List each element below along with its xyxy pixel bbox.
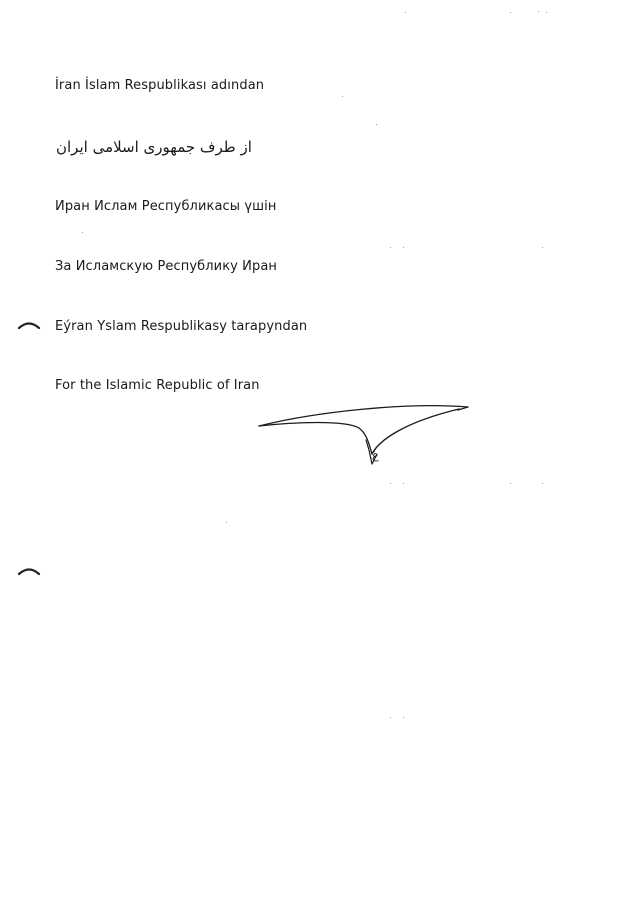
scan-speck	[390, 247, 391, 248]
scan-speck	[226, 522, 227, 523]
scan-speck	[538, 11, 539, 12]
line-persian: از طرف جمهوری اسلامی ایران	[56, 138, 252, 156]
line-turkish: İran İslam Respublikası adından	[55, 78, 265, 93]
punch-hole-mark-lower	[18, 566, 40, 576]
signature-initials: غ	[372, 449, 379, 462]
line-english: For the Islamic Republic of Iran	[55, 378, 260, 393]
scan-speck	[542, 247, 543, 248]
handwritten-signature	[255, 398, 475, 470]
scan-speck	[405, 12, 406, 13]
line-russian: За Исламскую Республику Иран	[55, 259, 278, 274]
punch-hole-mark-upper	[18, 320, 40, 330]
scan-speck	[546, 12, 547, 13]
scan-speck	[510, 483, 511, 484]
scan-speck	[390, 483, 391, 484]
scan-speck	[342, 96, 343, 97]
scan-speck	[542, 483, 543, 484]
scan-speck	[403, 247, 404, 248]
scan-speck	[82, 232, 83, 233]
line-kazakh: Иран Ислам Республикасы үшін	[55, 199, 277, 214]
line-turkmen: Eýran Yslam Respublikasy tarapyndan	[55, 319, 308, 334]
scan-speck	[403, 717, 404, 718]
scan-speck	[376, 124, 377, 125]
scan-speck	[390, 717, 391, 718]
scan-speck	[403, 483, 404, 484]
scan-speck	[510, 12, 511, 13]
